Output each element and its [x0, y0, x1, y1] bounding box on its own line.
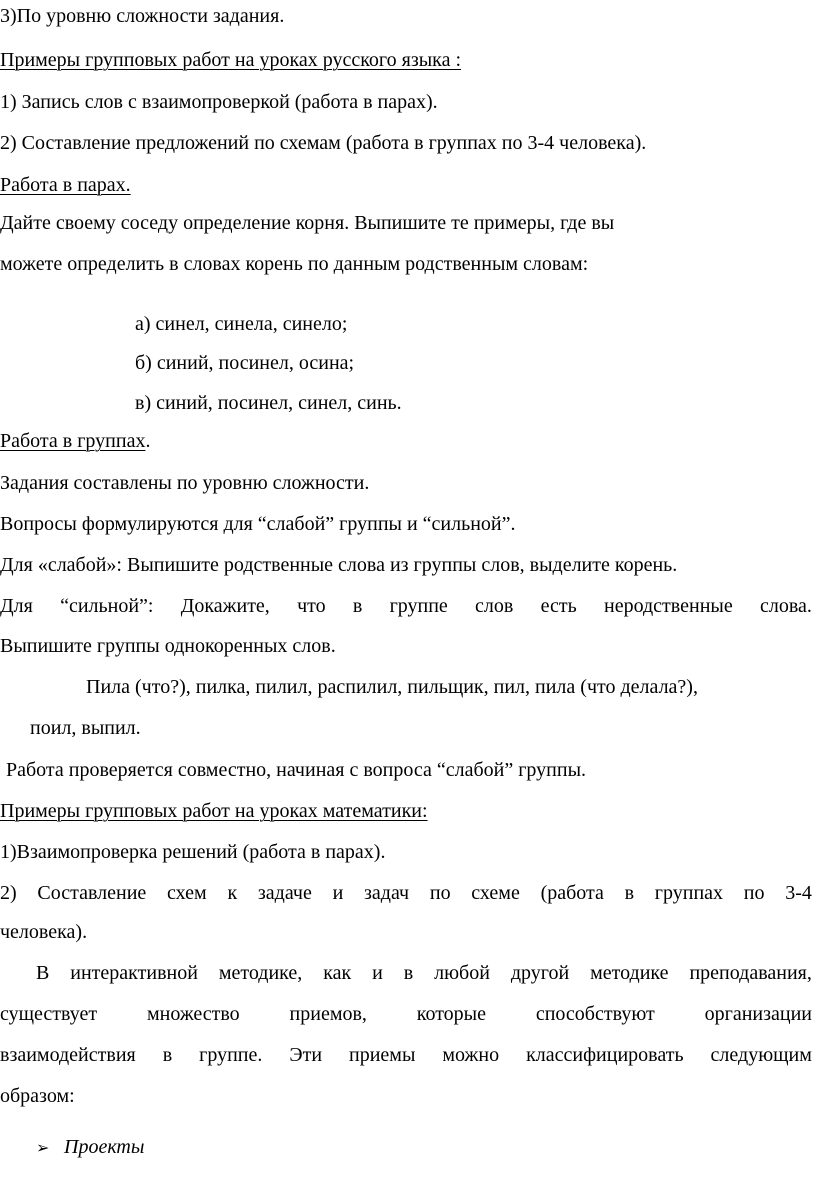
word: есть	[540, 595, 577, 617]
word: группе.	[199, 1044, 263, 1066]
word: слова.	[759, 595, 812, 617]
paragraph-pair-task-line1: Дайте своему соседу определение корня. Выпишите те примеры, где вы	[0, 212, 615, 234]
paragraph-methods-line2	[0, 1000, 812, 1028]
word: и	[372, 962, 383, 984]
word: следующим	[710, 1044, 812, 1066]
word: в	[403, 962, 414, 984]
paragraph-strong-group-line1	[0, 592, 812, 620]
word-list-line2: поил, выпил.	[30, 717, 141, 739]
heading-russian-examples: Примеры групповых работ на уроках русского языка :	[0, 49, 462, 71]
word-group-b: б) синий, посинел, осина;	[135, 352, 355, 374]
list-item-2: 2) Составление предложений по схемам (работа в группах по 3-4 человека).	[0, 132, 647, 154]
word: другой	[510, 962, 570, 984]
paragraph-tasks-levels: Задания составлены по уровню сложности.	[0, 472, 370, 494]
word: по	[743, 882, 765, 904]
word: что	[297, 595, 326, 617]
word-group-c: в) синий, посинел, синел, синь.	[135, 392, 402, 414]
word: взаимодействия	[0, 1044, 136, 1066]
paragraph-pair-task-line2: можете определить в словах корень по данным родственным словам:	[0, 253, 589, 275]
word: приемов,	[289, 1003, 367, 1025]
paragraph-strong-group-line2: Выпишите группы однокоренных слов.	[0, 635, 336, 657]
word: задач	[364, 882, 410, 904]
word: слов	[475, 595, 514, 617]
word: которые	[416, 1003, 486, 1025]
word: Для	[0, 595, 33, 617]
heading-group-work	[0, 427, 150, 455]
word: Докажите,	[180, 595, 270, 617]
word: приемы	[349, 1044, 416, 1066]
word: способствуют	[535, 1003, 655, 1025]
word: по	[429, 882, 451, 904]
list-item-1: 1) Запись слов с взаимопроверкой (работа в парах).	[0, 91, 438, 113]
word: как	[323, 962, 352, 984]
word: множество	[146, 1003, 240, 1025]
word: классифицировать	[526, 1044, 684, 1066]
word: в	[162, 1044, 173, 1066]
word-group-a: а) синел, синела, синело;	[135, 313, 348, 335]
word: схеме	[471, 882, 520, 904]
word: 3-4	[785, 882, 812, 904]
word: любой	[434, 962, 490, 984]
word: 2)	[0, 882, 17, 904]
word: группе	[389, 595, 448, 617]
heading-group-work-period: .	[145, 430, 151, 452]
word: в	[352, 595, 363, 617]
arrow-bullet-icon: ➢	[36, 1138, 50, 1157]
word: к	[227, 882, 238, 904]
word: “сильной”:	[60, 595, 154, 617]
word: неродственные	[603, 595, 733, 617]
bullet-item-projects	[36, 1133, 144, 1161]
heading-group-work-text: Работа в группах	[0, 430, 146, 452]
word: Эти	[289, 1044, 323, 1066]
paragraph-methods-line4: образом:	[0, 1085, 75, 1107]
word: и	[332, 882, 344, 904]
word: организации	[704, 1003, 812, 1025]
math-list-item-2-line2: человека).	[0, 921, 88, 943]
word: задаче	[257, 882, 312, 904]
word-list-line1: Пила (что?), пилка, пилил, распилил, пильщик, пил, пила (что делала?),	[86, 676, 698, 698]
paragraph-methods-line3	[0, 1041, 812, 1069]
heading-pair-work: Работа в парах.	[0, 174, 131, 196]
bullet-item-projects-label: Проекты	[64, 1136, 145, 1158]
paragraph-weak-group: Для «слабой»: Выпишите родственные слова из группы слов, выделите корень.	[0, 554, 678, 576]
word: существует	[0, 1003, 98, 1025]
word: (работа	[540, 882, 604, 904]
word: можно	[442, 1044, 500, 1066]
word: преподавания,	[689, 962, 812, 984]
word: Составление	[37, 882, 147, 904]
word: В	[36, 962, 50, 984]
word: методике	[590, 962, 669, 984]
paragraph-methods-line1	[36, 959, 812, 987]
word: интерактивной	[70, 962, 198, 984]
word: группах	[654, 882, 724, 904]
math-list-item-1: 1)Взаимопроверка решений (работа в парах).	[0, 841, 386, 863]
section-heading-difficulty: 3)По уровню сложности задания.	[0, 5, 285, 27]
word: схем	[167, 882, 207, 904]
heading-math-examples: Примеры групповых работ на уроках математики:	[0, 800, 428, 822]
word: в	[624, 882, 635, 904]
math-list-item-2-line1	[0, 879, 812, 907]
paragraph-questions: Вопросы формулируются для “слабой” группы и “сильной”.	[0, 513, 516, 535]
word: методике,	[218, 962, 303, 984]
paragraph-check: Работа проверяется совместно, начиная с вопроса “слабой” группы.	[6, 759, 586, 781]
